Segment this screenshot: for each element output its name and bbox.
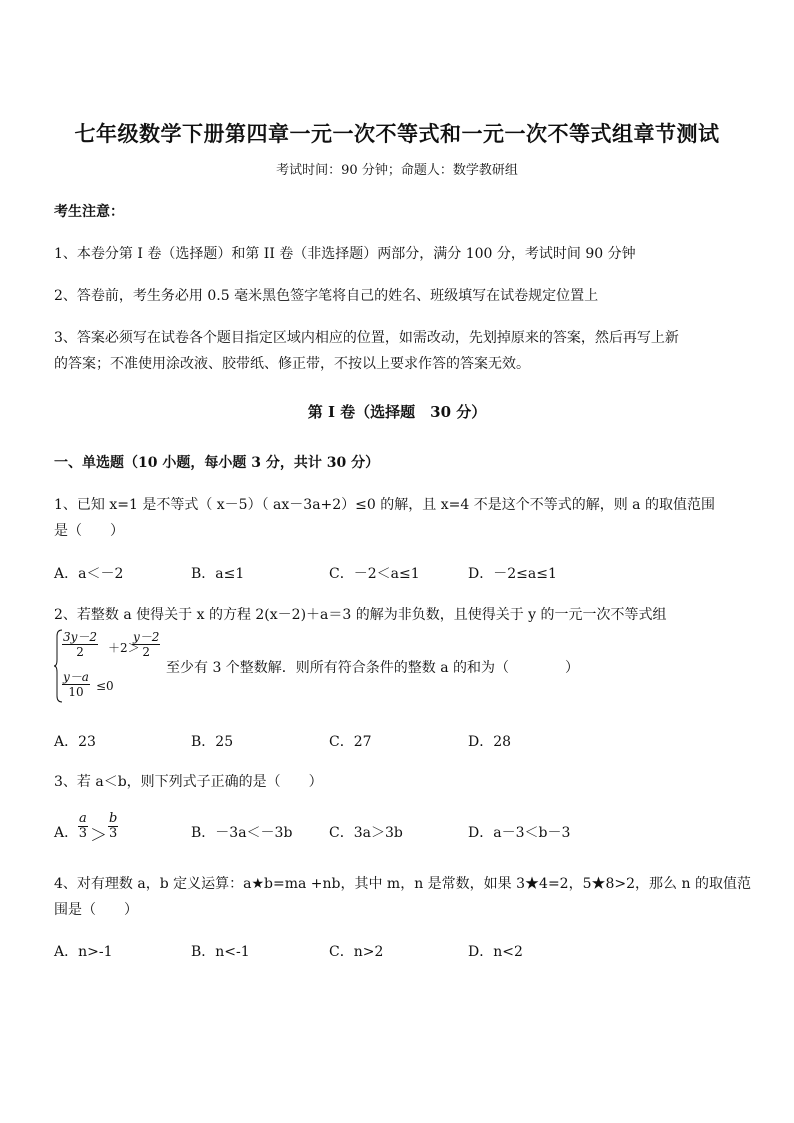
ineq1-numerator: 3y－2 bbox=[63, 630, 98, 644]
q3-a-left-fraction bbox=[78, 812, 88, 841]
q2-option-d[interactable]: D．28 bbox=[468, 734, 512, 750]
ineq1-right-fraction bbox=[132, 630, 160, 659]
q4-option-a[interactable]: A．n>-1 bbox=[54, 944, 113, 960]
q4-stem: 4、对有理数 a，b 定义运算：a★b=ma +nb，其中 m，n 是常数，如果 3★4=2，5★8>2，那么 n 的取值范 bbox=[54, 876, 751, 892]
ineq1-right-denominator: 2 bbox=[142, 645, 151, 659]
q2-inequality-system bbox=[54, 628, 164, 704]
ineq2-numerator: y－a bbox=[63, 670, 89, 684]
ineq2-relation: ≤0 bbox=[96, 679, 114, 693]
q3-a-right-denominator: 3 bbox=[109, 826, 118, 841]
ineq2-fraction bbox=[62, 670, 90, 699]
ineq1-denominator: 2 bbox=[76, 645, 84, 659]
q3-stem: 3、若 a＜b，则下列式子正确的是（ ） bbox=[54, 774, 323, 790]
q1-option-c[interactable]: C．－2＜a≤1 bbox=[329, 566, 420, 582]
q1-option-d[interactable]: D．－2≤a≤1 bbox=[468, 566, 557, 582]
q2-stem-after-system: 至少有 3 个整数解．则所有符合条件的整数 a 的和为（ ） bbox=[166, 660, 580, 676]
q3-a-relation: ＞ bbox=[90, 826, 107, 846]
q4-option-b[interactable]: B．n<-1 bbox=[191, 944, 250, 960]
exam-subtitle: 考试时间：90 分钟；命题人：数学教研组 bbox=[276, 163, 518, 178]
q2-option-a[interactable]: A．23 bbox=[54, 734, 96, 750]
q3-option-b[interactable]: B．－3a＜－3b bbox=[191, 825, 293, 841]
q3-a-left-numerator: a bbox=[79, 811, 87, 826]
q3-option-d[interactable]: D．a－3＜b－3 bbox=[468, 825, 571, 841]
part1-title: 第 I 卷（选择题 30 分） bbox=[307, 403, 487, 421]
q2-option-b[interactable]: B．25 bbox=[191, 734, 234, 750]
q3-option-a[interactable] bbox=[54, 812, 144, 848]
notice-item-3-cont: 的答案；不准使用涂改液、胶带纸、修正带，不按以上要求作答的答案无效。 bbox=[54, 356, 530, 372]
q3-a-left-denominator: 3 bbox=[78, 826, 88, 841]
q1-stem-cont: 是（ ） bbox=[54, 523, 124, 539]
q3-option-a-prefix: A． bbox=[54, 825, 79, 841]
section1-title: 一、单选题（10 小题，每小题 3 分，共计 30 分） bbox=[54, 455, 380, 471]
exam-title: 七年级数学下册第四章一元一次不等式和一元一次不等式组章节测试 bbox=[74, 121, 720, 146]
q1-stem: 1、已知 x=1 是不等式（ x－5）（ ax－3a+2）≤0 的解，且 x=4 不是这个不等式的解，则 a 的取值范围 bbox=[54, 497, 715, 513]
q3-option-c[interactable]: C．3a＞3b bbox=[329, 825, 403, 841]
q4-option-d[interactable]: D．n<2 bbox=[468, 944, 523, 960]
notice-heading: 考生注意： bbox=[54, 204, 124, 220]
q4-option-c[interactable]: C．n>2 bbox=[329, 944, 384, 960]
notice-item-3: 3、答案必须写在试卷各个题目指定区域内相应的位置，如需改动，先划掉原来的答案，然后再写上新 bbox=[54, 330, 679, 346]
notice-item-2: 2、答卷前，考生务必用 0.5 毫米黑色签字笔将自己的姓名、班级填写在试卷规定位置上 bbox=[54, 288, 599, 304]
ineq1-middle: ＋2＞ bbox=[108, 641, 140, 655]
q3-a-right-fraction bbox=[108, 812, 118, 841]
q3-a-right-numerator: b bbox=[109, 811, 118, 826]
q1-option-a[interactable]: A．a＜－2 bbox=[54, 566, 124, 582]
notice-item-1: 1、本卷分第 I 卷（选择题）和第 II 卷（非选择题）两部分，满分 100 分，考试时间 90 分钟 bbox=[54, 246, 636, 262]
q2-option-c[interactable]: C．27 bbox=[329, 734, 372, 750]
ineq1-right-numerator: y－2 bbox=[133, 630, 160, 644]
q1-option-b[interactable]: B．a≤1 bbox=[191, 566, 245, 582]
ineq1-left-fraction bbox=[62, 630, 98, 659]
q4-stem-cont: 围是（ ） bbox=[54, 902, 138, 918]
ineq2-denominator: 10 bbox=[68, 685, 84, 699]
q2-stem: 2、若整数 a 使得关于 x 的方程 2(x－2)＋a＝3 的解为非负数，且使得关于 y 的一元一次不等式组 bbox=[54, 607, 667, 623]
